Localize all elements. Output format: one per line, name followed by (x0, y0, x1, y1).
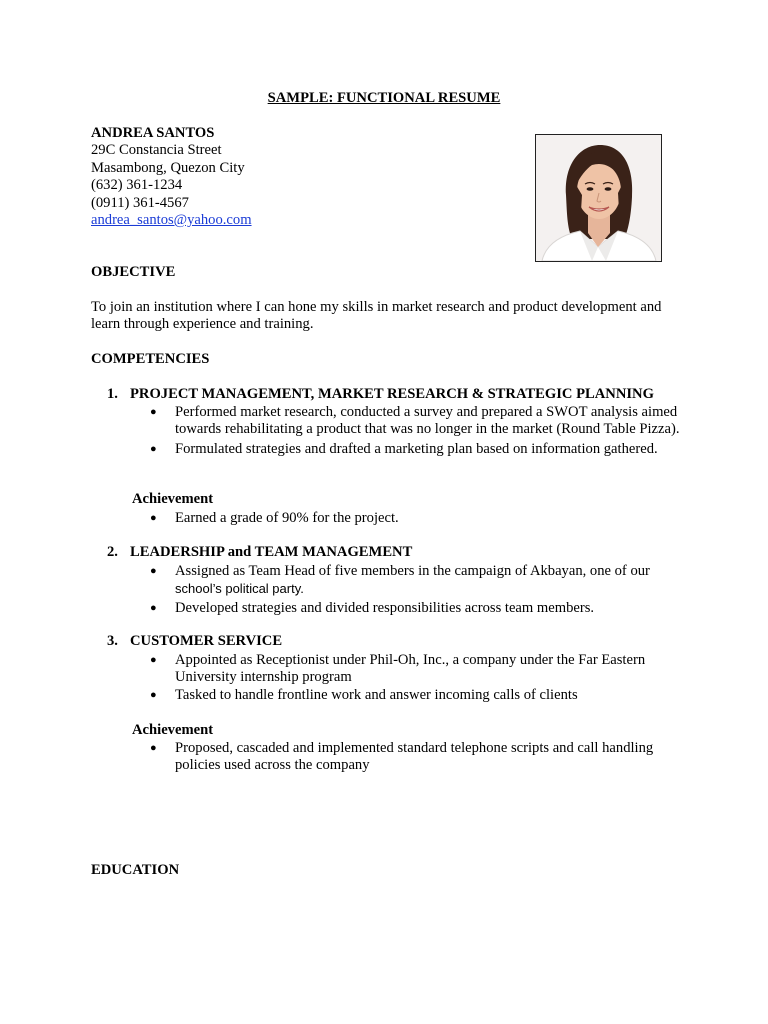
bullet-icon: ● (150, 688, 157, 701)
bullet-text: Proposed, cascaded and implemented standard telephone scripts and call handling policies used across the company (175, 740, 654, 774)
list-item (150, 404, 680, 439)
competency-1-achievement-label: Achievement (132, 491, 214, 507)
list-item (150, 652, 680, 687)
objective-text: To join an institution where I can hone my skills in market research and product development and learn through experience and training. (91, 299, 662, 333)
competency-1-bullets (150, 404, 680, 458)
education-heading: EDUCATION (91, 862, 180, 878)
document-title: SAMPLE: FUNCTIONAL RESUME (267, 90, 501, 106)
bullet-text: Appointed as Receptionist under Phil-Oh, Inc., a company under the Far Eastern University internship program (175, 652, 646, 686)
candidate-name: ANDREA SANTOS (91, 125, 215, 141)
address-street: 29C Constancia Street (91, 142, 222, 159)
competency-3-number: 3. (107, 633, 118, 649)
list-item (150, 687, 680, 704)
bullet-text: Earned a grade of 90% for the project. (175, 510, 399, 526)
competency-1-heading (107, 386, 654, 403)
list-item (150, 563, 680, 599)
profile-photo (535, 134, 662, 262)
bullet-text: Performed market research, conducted a survey and prepared a SWOT analysis aimed towards rehabilitating a product that was no longer in the market (Round Table Pizza). (175, 404, 680, 438)
competency-3-achievement-label: Achievement (132, 722, 214, 738)
contact-block (91, 125, 252, 229)
competency-1-number: 1. (107, 386, 118, 402)
competency-2-title: LEADERSHIP and TEAM MANAGEMENT (130, 544, 413, 560)
email-link[interactable]: andrea_santos@yahoo.com (91, 212, 252, 229)
list-item (150, 600, 680, 617)
bullet-text: Formulated strategies and drafted a marketing plan based on information gathered. (175, 440, 658, 457)
bullet-icon: ● (150, 654, 157, 666)
list-item (150, 441, 680, 458)
competency-3-achievements (150, 740, 680, 775)
bullet-icon: ● (150, 742, 157, 754)
competencies-heading: COMPETENCIES (91, 351, 210, 367)
address-city: Masambong, Quezon City (91, 159, 245, 176)
bullet-icon: ● (150, 601, 157, 614)
bullet-icon: ● (150, 442, 157, 455)
competency-2-heading (107, 544, 412, 561)
competency-3-heading (107, 633, 282, 650)
bullet-text: Assigned as Team Head of five members in the campaign of Akbayan, one of our (175, 563, 650, 579)
list-item (150, 510, 680, 527)
phone-landline: (632) 361-1234 (91, 177, 183, 194)
competency-3-bullets (150, 652, 680, 704)
bullet-icon: ● (150, 406, 157, 418)
bullet-text: Developed strategies and divided responsibilities across team members. (175, 599, 595, 616)
objective-heading: OBJECTIVE (91, 264, 176, 280)
bullet-icon: ● (150, 512, 157, 524)
competency-1-achievements (150, 510, 680, 527)
bullet-text: Tasked to handle frontline work and answer incoming calls of clients (175, 686, 578, 703)
list-item (150, 740, 680, 775)
competency-3-title: CUSTOMER SERVICE (130, 633, 283, 649)
competency-2-number: 2. (107, 544, 118, 560)
competency-2-bullets (150, 563, 680, 617)
phone-mobile: (0911) 361-4567 (91, 194, 189, 211)
competency-1-title: PROJECT MANAGEMENT, MARKET RESEARCH & STRATEGIC PLANNING (130, 386, 654, 402)
bullet-continuation: school’s political party. (175, 581, 304, 597)
bullet-icon: ● (150, 565, 157, 577)
